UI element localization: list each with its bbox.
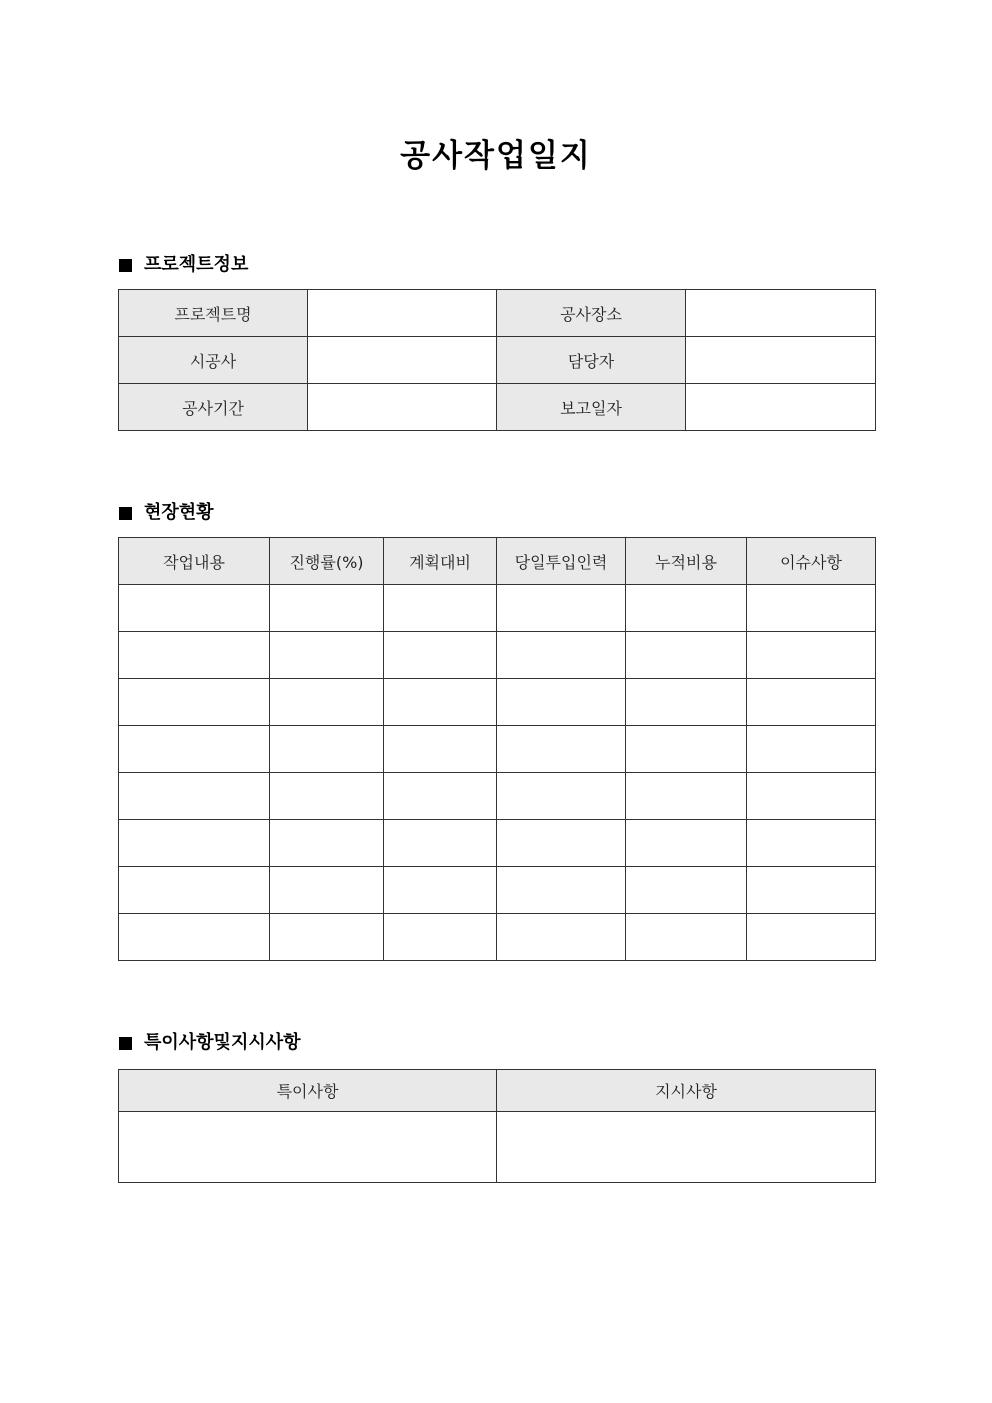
table-cell[interactable] — [497, 632, 626, 679]
table-cell[interactable] — [747, 820, 876, 867]
table-cell[interactable] — [119, 773, 270, 820]
table-cell[interactable] — [270, 632, 384, 679]
table-cell[interactable] — [626, 820, 747, 867]
table-cell[interactable] — [747, 726, 876, 773]
table-row — [119, 726, 876, 773]
table-cell[interactable] — [270, 867, 384, 914]
project-name-field[interactable] — [308, 290, 497, 337]
square-bullet-icon — [119, 507, 132, 520]
table-cell[interactable] — [497, 679, 626, 726]
table-cell[interactable] — [497, 726, 626, 773]
table-cell[interactable] — [384, 726, 497, 773]
table-cell[interactable] — [119, 867, 270, 914]
column-header-instructions: 지시사항 — [497, 1070, 876, 1112]
construction-site-field[interactable] — [686, 290, 876, 337]
table-cell[interactable] — [626, 867, 747, 914]
table-cell[interactable] — [626, 914, 747, 961]
table-row — [119, 384, 876, 431]
table-row — [119, 337, 876, 384]
table-cell[interactable] — [384, 773, 497, 820]
table-cell[interactable] — [119, 726, 270, 773]
table-cell[interactable] — [270, 585, 384, 632]
table-cell[interactable] — [626, 726, 747, 773]
table-cell[interactable] — [497, 773, 626, 820]
table-cell[interactable] — [747, 679, 876, 726]
project-info-table — [118, 289, 876, 431]
table-row — [119, 585, 876, 632]
table-cell[interactable] — [497, 914, 626, 961]
table-cell[interactable] — [270, 820, 384, 867]
section-heading-label: 프로젝트정보 — [144, 254, 249, 275]
site-status-table — [118, 537, 876, 961]
table-cell[interactable] — [270, 773, 384, 820]
label-project-name: 프로젝트명 — [119, 290, 308, 337]
table-cell[interactable] — [384, 867, 497, 914]
table-cell[interactable] — [384, 914, 497, 961]
table-cell[interactable] — [270, 914, 384, 961]
square-bullet-icon — [119, 1037, 132, 1050]
section-heading-site-status — [119, 500, 214, 526]
remarks-table — [118, 1069, 876, 1183]
table-cell[interactable] — [384, 820, 497, 867]
label-report-date: 보고일자 — [497, 384, 686, 431]
contractor-field[interactable] — [308, 337, 497, 384]
table-cell[interactable] — [119, 585, 270, 632]
table-cell[interactable] — [497, 820, 626, 867]
table-row — [119, 1112, 876, 1183]
column-header-work-content: 작업내용 — [119, 538, 270, 585]
report-date-field[interactable] — [686, 384, 876, 431]
column-header-cumulative-cost: 누적비용 — [626, 538, 747, 585]
section-heading-label: 특이사항및지시사항 — [144, 1032, 301, 1053]
manager-field[interactable] — [686, 337, 876, 384]
table-cell[interactable] — [626, 632, 747, 679]
table-cell[interactable] — [119, 914, 270, 961]
table-row — [119, 679, 876, 726]
table-cell[interactable] — [384, 632, 497, 679]
table-cell[interactable] — [270, 726, 384, 773]
table-row — [119, 632, 876, 679]
instructions-field[interactable] — [497, 1112, 876, 1183]
table-row — [119, 820, 876, 867]
section-heading-remarks — [119, 1030, 301, 1056]
section-heading-project-info — [119, 252, 248, 278]
section-heading-label: 현장현황 — [144, 502, 214, 523]
column-header-issues: 이슈사항 — [747, 538, 876, 585]
table-row — [119, 290, 876, 337]
table-cell[interactable] — [747, 585, 876, 632]
construction-period-field[interactable] — [308, 384, 497, 431]
table-cell[interactable] — [497, 867, 626, 914]
table-cell[interactable] — [119, 820, 270, 867]
table-cell[interactable] — [747, 867, 876, 914]
table-cell[interactable] — [747, 914, 876, 961]
table-header-row — [119, 1070, 876, 1112]
table-cell[interactable] — [384, 585, 497, 632]
column-header-special-notes: 특이사항 — [119, 1070, 497, 1112]
label-contractor: 시공사 — [119, 337, 308, 384]
table-cell[interactable] — [119, 632, 270, 679]
table-cell[interactable] — [497, 585, 626, 632]
table-cell[interactable] — [626, 773, 747, 820]
document-title: 공사작업일지 — [400, 138, 592, 174]
table-row — [119, 773, 876, 820]
table-cell[interactable] — [747, 632, 876, 679]
column-header-progress: 진행률(%) — [270, 538, 384, 585]
table-cell[interactable] — [119, 679, 270, 726]
table-cell[interactable] — [747, 773, 876, 820]
table-row — [119, 914, 876, 961]
special-notes-field[interactable] — [119, 1112, 497, 1183]
table-cell[interactable] — [626, 679, 747, 726]
column-header-daily-manpower: 당일투입인력 — [497, 538, 626, 585]
label-construction-period: 공사기간 — [119, 384, 308, 431]
table-cell[interactable] — [384, 679, 497, 726]
table-header-row — [119, 538, 876, 585]
column-header-vs-plan: 계획대비 — [384, 538, 497, 585]
label-construction-site: 공사장소 — [497, 290, 686, 337]
table-cell[interactable] — [270, 679, 384, 726]
label-manager: 담당자 — [497, 337, 686, 384]
square-bullet-icon — [119, 259, 132, 272]
table-row — [119, 867, 876, 914]
table-cell[interactable] — [626, 585, 747, 632]
